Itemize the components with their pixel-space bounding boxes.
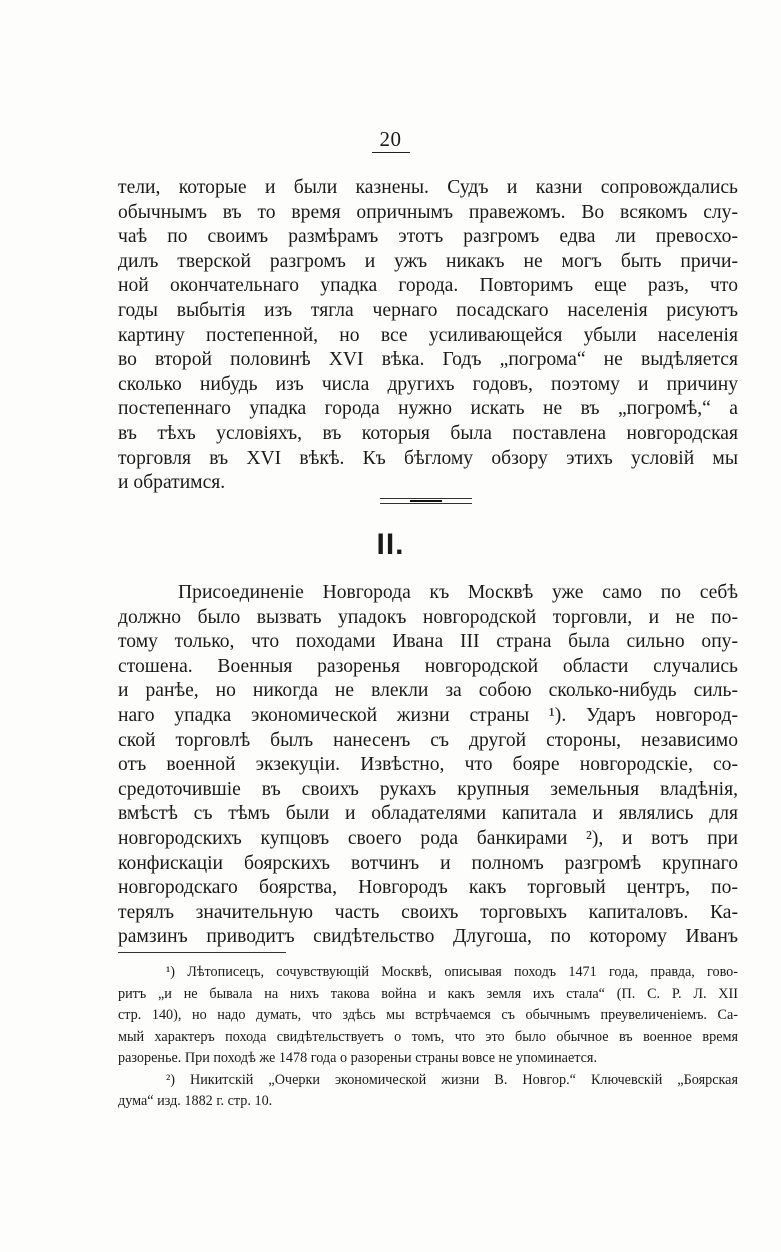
text-line: обычнымъ въ то время опричнымъ правежомъ. Во всякомъ слу- [118, 201, 738, 223]
text-line: терялъ значительную часть своихъ торговыхъ капиталовъ. Ка- [118, 901, 738, 923]
footnote-line: дума“ изд. 1882 г. стр. 10. [118, 1093, 273, 1109]
text-line: картину постепенной, но все усиливающейся убыли населенія [118, 324, 738, 346]
footnotes [118, 962, 738, 1113]
text-line: въ тѣхъ условіяхъ, въ которыя была поставлена новгородская [118, 422, 738, 444]
text-line: торговля въ XVI вѣкѣ. Къ бѣглому обзору этихъ условій мы [118, 447, 738, 469]
divider-rule-top [380, 498, 472, 499]
footnote-line: мый характеръ похода свидѣтельствуетъ о томъ, что это было обычное въ военное время [118, 1028, 738, 1045]
text-line: отъ военной экзекуціи. Извѣстно, что бояре новгородскіе, со- [118, 754, 738, 776]
text-line: ной окончательнаго упадка города. Повторимъ еще разъ, что [118, 275, 738, 297]
page-number [0, 127, 781, 152]
footnote-line: разоренье. При походѣ же 1478 года о разореньи страны вовсе не упоминается. [118, 1050, 598, 1066]
text-line: дилъ тверской разгромъ и ужъ никакъ не могъ быть причи- [118, 250, 738, 272]
divider-rule-center [410, 500, 442, 502]
text-line: тели, которые и были казнены. Судъ и казни сопровождались [118, 177, 738, 198]
text-line: должно было вызвать упадокъ новгородской торговли, и не по- [118, 606, 738, 628]
footnote-separator [118, 952, 286, 953]
divider-rule-bottom [380, 503, 472, 504]
section-divider [380, 498, 472, 504]
text-line: конфискаціи боярскихъ вотчинъ и полномъ разгромѣ крупнаго [118, 852, 738, 874]
footnote-line: стр. 140), но надо думать, что здѣсь мы встрѣчаемся съ обычнымъ преувеличеніемъ. Са- [118, 1007, 738, 1023]
text-line: средоточившіе въ своихъ рукахъ крупныя земельныя владѣнія, [118, 778, 738, 800]
text-line: вмѣстѣ съ тѣмъ были и обладателями капитала и являлись для [118, 803, 738, 825]
text-line: новгородскихъ купцовъ своего рода банкирами ²), и вотъ при [118, 827, 738, 849]
text-line: стошена. Военныя разоренья новгородской области случались [118, 655, 738, 677]
text-line: и обратимся. [118, 472, 226, 494]
paragraph-section-two [118, 581, 738, 950]
text-line: тому только, что походами Ивана III страна была сильно опу- [118, 631, 738, 653]
text-line: и ранѣе, но никогда не влекли за собою сколько-нибудь силь- [118, 680, 738, 702]
footnote-line: ¹) Лѣтописецъ, сочувствующій Москвѣ, описывая походъ 1471 года, правда, гово- [166, 964, 738, 980]
text-line: рамзинъ приводитъ свидѣтельство Длугоша, по которому Иванъ [118, 926, 738, 948]
text-line: постепеннаго упадка города нужно искать не въ „погромѣ,“ а [118, 398, 738, 420]
text-line: ской торговлѣ былъ нанесенъ съ другой стороны, независимо [118, 729, 738, 751]
text-line: во второй половинѣ XVI вѣка. Годъ „погрома“ не выдѣляется [118, 349, 738, 371]
text-line: Присоединеніе Новгорода къ Москвѣ уже само по себѣ [178, 582, 738, 603]
text-line: новгородскаго боярства, Новгородъ какъ торговый центръ, по- [118, 877, 738, 899]
footnote-line: ритъ „и не бывала на нихъ такова война и какъ земля ихъ стала“ (П. С. Р. Л. XII [118, 985, 738, 1002]
text-line: сколько нибудь изъ числа другихъ годовъ, поэтому и причину [118, 373, 738, 395]
text-line: годы выбытія изъ тягла чернаго посадскаго населенія рисуютъ [118, 299, 738, 321]
footnote-line: ²) Никитскій „Очерки экономической жизни В. Новгор.“ Ключевскій „Боярская [166, 1071, 738, 1088]
text-line: чаѣ по своимъ размѣрамъ этотъ разгромъ едва ли превосхо- [118, 226, 738, 248]
page-number-text: 20 [372, 127, 410, 153]
text-line: наго упадка экономической жизни страны ¹). Ударъ новгород- [118, 704, 738, 726]
paragraph-continuation [118, 176, 738, 496]
section-heading: II. [376, 528, 405, 561]
